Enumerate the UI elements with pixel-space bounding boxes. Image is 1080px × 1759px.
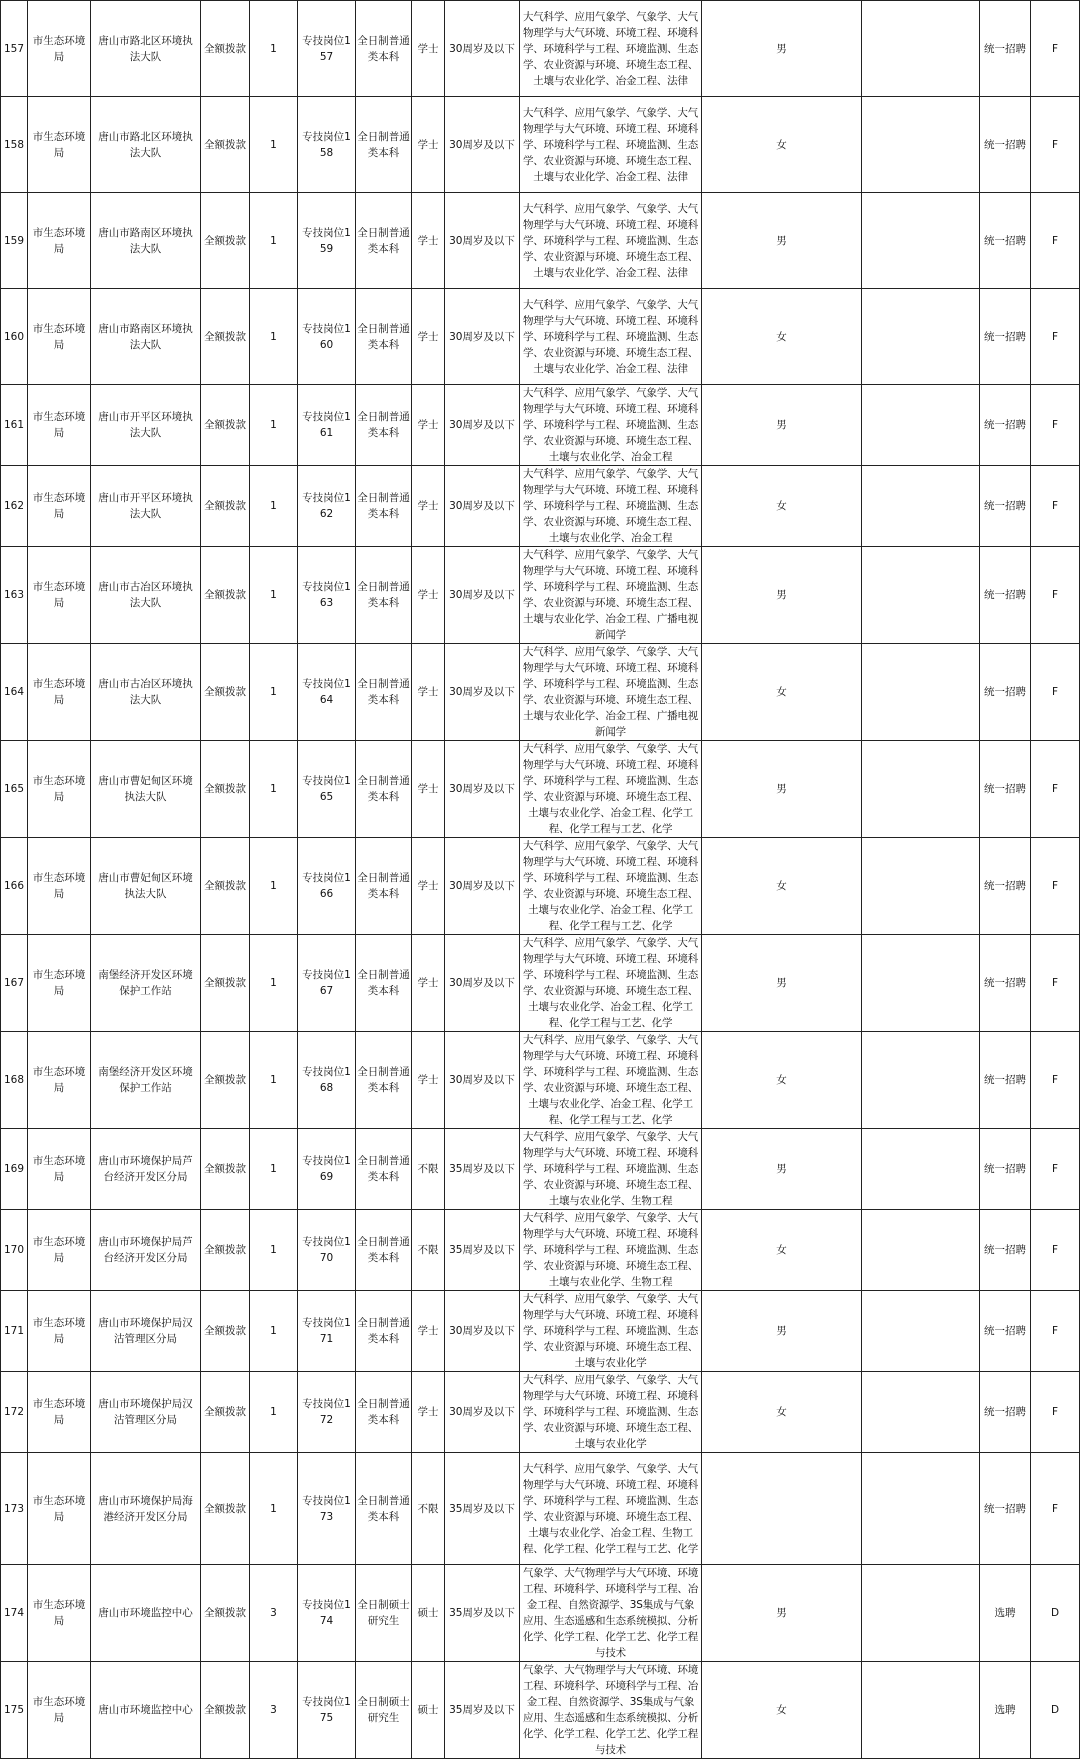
gender-requirement-cell: 男 [702,1291,862,1372]
unit-name-cell: 唐山市曹妃甸区环境执法大队 [91,741,201,838]
age-requirement-cell: 35周岁及以下 [445,1129,520,1210]
degree-requirement-cell: 学士 [412,466,445,547]
other-requirement-cell [862,644,980,741]
hire-count-cell: 1 [250,1372,298,1453]
hire-count-cell: 1 [250,1129,298,1210]
department-name-cell: 市生态环境局 [28,741,91,838]
post-category-cell: F [1031,838,1080,935]
post-category-cell: F [1031,935,1080,1032]
major-requirement-cell: 气象学、大气物理学与大气环境、环境工程、环境科学、环境科学与工程、冶金工程、自然资源学、3S集成与气象应用、生态遥感和生态系统模拟、分析化学、化学工程、化学工艺、化学工程与技术 [520,1662,702,1759]
row-number-cell: 173 [1,1453,28,1565]
education-requirement-cell: 全日制普通类本科 [356,935,412,1032]
table-row [1,1210,1080,1291]
education-requirement-cell: 全日制硕士研究生 [356,1565,412,1662]
table-row [1,838,1080,935]
unit-name-cell: 唐山市开平区环境执法大队 [91,466,201,547]
education-requirement-cell: 全日制普通类本科 [356,193,412,289]
funding-type-cell: 全额拨款 [201,644,250,741]
gender-requirement-cell: 男 [702,1,862,97]
department-name-cell: 市生态环境局 [28,385,91,466]
other-requirement-cell [862,1372,980,1453]
gender-requirement-cell: 男 [702,193,862,289]
other-requirement-cell [862,1210,980,1291]
unit-name-cell: 唐山市路南区环境执法大队 [91,193,201,289]
post-category-cell: F [1031,193,1080,289]
unit-name-cell: 唐山市环境保护局汉沽管理区分局 [91,1372,201,1453]
post-name-cell: 专技岗位164 [298,644,356,741]
age-requirement-cell: 30周岁及以下 [445,289,520,385]
row-number-cell: 162 [1,466,28,547]
post-name-cell: 专技岗位166 [298,838,356,935]
hire-count-cell: 1 [250,289,298,385]
table-row [1,466,1080,547]
gender-requirement-cell [702,1453,862,1565]
major-requirement-cell: 大气科学、应用气象学、气象学、大气物理学与大气环境、环境工程、环境科学、环境科学与工程、环境监测、生态学、农业资源与环境、环境生态工程、土壤与农业化学、生物工程 [520,1129,702,1210]
post-name-cell: 专技岗位173 [298,1453,356,1565]
other-requirement-cell [862,935,980,1032]
degree-requirement-cell: 学士 [412,741,445,838]
department-name-cell: 市生态环境局 [28,935,91,1032]
funding-type-cell: 全额拨款 [201,1,250,97]
department-name-cell: 市生态环境局 [28,289,91,385]
department-name-cell: 市生态环境局 [28,193,91,289]
degree-requirement-cell: 学士 [412,644,445,741]
funding-type-cell: 全额拨款 [201,1210,250,1291]
funding-type-cell: 全额拨款 [201,1453,250,1565]
age-requirement-cell: 30周岁及以下 [445,466,520,547]
education-requirement-cell: 全日制普通类本科 [356,289,412,385]
gender-requirement-cell: 女 [702,1210,862,1291]
post-name-cell: 专技岗位168 [298,1032,356,1129]
age-requirement-cell: 35周岁及以下 [445,1565,520,1662]
funding-type-cell: 全额拨款 [201,741,250,838]
other-requirement-cell [862,547,980,644]
degree-requirement-cell: 硕士 [412,1565,445,1662]
recruitment-method-cell: 统一招聘 [980,1453,1031,1565]
gender-requirement-cell: 男 [702,935,862,1032]
unit-name-cell: 唐山市古冶区环境执法大队 [91,547,201,644]
department-name-cell: 市生态环境局 [28,1032,91,1129]
unit-name-cell: 唐山市曹妃甸区环境执法大队 [91,838,201,935]
row-number-cell: 160 [1,289,28,385]
funding-type-cell: 全额拨款 [201,1372,250,1453]
degree-requirement-cell: 学士 [412,289,445,385]
funding-type-cell: 全额拨款 [201,1565,250,1662]
hire-count-cell: 1 [250,385,298,466]
major-requirement-cell: 大气科学、应用气象学、气象学、大气物理学与大气环境、环境工程、环境科学、环境科学与工程、环境监测、生态学、农业资源与环境、环境生态工程、土壤与农业化学、冶金工程、法律 [520,289,702,385]
post-name-cell: 专技岗位162 [298,466,356,547]
degree-requirement-cell: 学士 [412,935,445,1032]
table-row [1,1032,1080,1129]
other-requirement-cell [862,1291,980,1372]
major-requirement-cell: 大气科学、应用气象学、气象学、大气物理学与大气环境、环境工程、环境科学、环境科学与工程、环境监测、生态学、农业资源与环境、环境生态工程、土壤与农业化学、冶金工程、化学工程、化学工程与工艺、化学 [520,1032,702,1129]
age-requirement-cell: 30周岁及以下 [445,1032,520,1129]
post-category-cell: F [1031,644,1080,741]
post-category-cell: F [1031,97,1080,193]
post-category-cell: F [1031,547,1080,644]
table-row [1,1129,1080,1210]
post-category-cell: F [1031,1372,1080,1453]
other-requirement-cell [862,1032,980,1129]
funding-type-cell: 全额拨款 [201,547,250,644]
hire-count-cell: 3 [250,1662,298,1759]
gender-requirement-cell: 男 [702,741,862,838]
recruitment-method-cell: 统一招聘 [980,289,1031,385]
major-requirement-cell: 大气科学、应用气象学、气象学、大气物理学与大气环境、环境工程、环境科学、环境科学与工程、环境监测、生态学、农业资源与环境、环境生态工程、土壤与农业化学、冶金工程、法律 [520,97,702,193]
post-category-cell: D [1031,1662,1080,1759]
funding-type-cell: 全额拨款 [201,385,250,466]
recruitment-method-cell: 统一招聘 [980,741,1031,838]
post-category-cell: F [1031,1,1080,97]
age-requirement-cell: 30周岁及以下 [445,1372,520,1453]
other-requirement-cell [862,1565,980,1662]
hire-count-cell: 1 [250,1453,298,1565]
education-requirement-cell: 全日制普通类本科 [356,1372,412,1453]
education-requirement-cell: 全日制普通类本科 [356,1453,412,1565]
major-requirement-cell: 大气科学、应用气象学、气象学、大气物理学与大气环境、环境工程、环境科学、环境科学与工程、环境监测、生态学、农业资源与环境、环境生态工程、土壤与农业化学、生物工程 [520,1210,702,1291]
department-name-cell: 市生态环境局 [28,1210,91,1291]
row-number-cell: 171 [1,1291,28,1372]
education-requirement-cell: 全日制普通类本科 [356,1210,412,1291]
table-row [1,741,1080,838]
education-requirement-cell: 全日制普通类本科 [356,466,412,547]
department-name-cell: 市生态环境局 [28,97,91,193]
funding-type-cell: 全额拨款 [201,466,250,547]
recruitment-method-cell: 统一招聘 [980,1,1031,97]
hire-count-cell: 1 [250,741,298,838]
row-number-cell: 166 [1,838,28,935]
recruitment-method-cell: 统一招聘 [980,935,1031,1032]
other-requirement-cell [862,741,980,838]
gender-requirement-cell: 男 [702,1565,862,1662]
major-requirement-cell: 大气科学、应用气象学、气象学、大气物理学与大气环境、环境工程、环境科学、环境科学与工程、环境监测、生态学、农业资源与环境、环境生态工程、土壤与农业化学、冶金工程、法律 [520,193,702,289]
post-name-cell: 专技岗位159 [298,193,356,289]
age-requirement-cell: 30周岁及以下 [445,97,520,193]
row-number-cell: 158 [1,97,28,193]
hire-count-cell: 1 [250,644,298,741]
post-name-cell: 专技岗位175 [298,1662,356,1759]
hire-count-cell: 3 [250,1565,298,1662]
major-requirement-cell: 大气科学、应用气象学、气象学、大气物理学与大气环境、环境工程、环境科学、环境科学与工程、环境监测、生态学、农业资源与环境、环境生态工程、土壤与农业化学、冶金工程、广播电视新闻学 [520,547,702,644]
other-requirement-cell [862,1129,980,1210]
gender-requirement-cell: 女 [702,1662,862,1759]
gender-requirement-cell: 女 [702,466,862,547]
major-requirement-cell: 大气科学、应用气象学、气象学、大气物理学与大气环境、环境工程、环境科学、环境科学与工程、环境监测、生态学、农业资源与环境、环境生态工程、土壤与农业化学、冶金工程、化学工程、化学工程与工艺、化学 [520,935,702,1032]
recruitment-method-cell: 统一招聘 [980,1291,1031,1372]
recruitment-method-cell: 统一招聘 [980,385,1031,466]
unit-name-cell: 唐山市环境保护局汉沽管理区分局 [91,1291,201,1372]
gender-requirement-cell: 女 [702,838,862,935]
post-name-cell: 专技岗位160 [298,289,356,385]
hire-count-cell: 1 [250,97,298,193]
unit-name-cell: 南堡经济开发区环境保护工作站 [91,1032,201,1129]
post-category-cell: F [1031,1032,1080,1129]
major-requirement-cell: 大气科学、应用气象学、气象学、大气物理学与大气环境、环境工程、环境科学、环境科学与工程、环境监测、生态学、农业资源与环境、环境生态工程、土壤与农业化学、冶金工程、化学工程、化学工程与工艺、化学 [520,838,702,935]
table-row [1,547,1080,644]
funding-type-cell: 全额拨款 [201,97,250,193]
age-requirement-cell: 30周岁及以下 [445,838,520,935]
post-category-cell: F [1031,1453,1080,1565]
recruitment-method-cell: 选聘 [980,1565,1031,1662]
funding-type-cell: 全额拨款 [201,289,250,385]
post-name-cell: 专技岗位157 [298,1,356,97]
degree-requirement-cell: 学士 [412,838,445,935]
gender-requirement-cell: 女 [702,644,862,741]
department-name-cell: 市生态环境局 [28,1129,91,1210]
education-requirement-cell: 全日制普通类本科 [356,1291,412,1372]
recruitment-method-cell: 统一招聘 [980,644,1031,741]
post-category-cell: F [1031,289,1080,385]
gender-requirement-cell: 女 [702,1372,862,1453]
gender-requirement-cell: 男 [702,547,862,644]
education-requirement-cell: 全日制普通类本科 [356,1,412,97]
hire-count-cell: 1 [250,935,298,1032]
table-row [1,1565,1080,1662]
hire-count-cell: 1 [250,547,298,644]
age-requirement-cell: 30周岁及以下 [445,547,520,644]
hire-count-cell: 1 [250,193,298,289]
recruitment-method-cell: 统一招聘 [980,838,1031,935]
funding-type-cell: 全额拨款 [201,1291,250,1372]
education-requirement-cell: 全日制普通类本科 [356,547,412,644]
major-requirement-cell: 气象学、大气物理学与大气环境、环境工程、环境科学、环境科学与工程、冶金工程、自然资源学、3S集成与气象应用、生态遥感和生态系统模拟、分析化学、化学工程、化学工艺、化学工程与技术 [520,1565,702,1662]
row-number-cell: 175 [1,1662,28,1759]
table-row [1,385,1080,466]
recruitment-method-cell: 统一招聘 [980,547,1031,644]
unit-name-cell: 唐山市环境保护局芦台经济开发区分局 [91,1210,201,1291]
hire-count-cell: 1 [250,466,298,547]
department-name-cell: 市生态环境局 [28,1662,91,1759]
post-name-cell: 专技岗位174 [298,1565,356,1662]
post-category-cell: F [1031,466,1080,547]
unit-name-cell: 唐山市古冶区环境执法大队 [91,644,201,741]
post-name-cell: 专技岗位171 [298,1291,356,1372]
row-number-cell: 172 [1,1372,28,1453]
degree-requirement-cell: 学士 [412,1032,445,1129]
unit-name-cell: 南堡经济开发区环境保护工作站 [91,935,201,1032]
gender-requirement-cell: 男 [702,1129,862,1210]
gender-requirement-cell: 男 [702,385,862,466]
row-number-cell: 161 [1,385,28,466]
major-requirement-cell: 大气科学、应用气象学、气象学、大气物理学与大气环境、环境工程、环境科学、环境科学与工程、环境监测、生态学、农业资源与环境、环境生态工程、土壤与农业化学、冶金工程、法律 [520,1,702,97]
unit-name-cell: 唐山市环境保护局芦台经济开发区分局 [91,1129,201,1210]
hire-count-cell: 1 [250,838,298,935]
education-requirement-cell: 全日制硕士研究生 [356,1662,412,1759]
other-requirement-cell [862,97,980,193]
education-requirement-cell: 全日制普通类本科 [356,644,412,741]
age-requirement-cell: 35周岁及以下 [445,1453,520,1565]
row-number-cell: 170 [1,1210,28,1291]
education-requirement-cell: 全日制普通类本科 [356,838,412,935]
unit-name-cell: 唐山市环境监控中心 [91,1662,201,1759]
degree-requirement-cell: 不限 [412,1129,445,1210]
post-category-cell: F [1031,741,1080,838]
age-requirement-cell: 30周岁及以下 [445,644,520,741]
table-row [1,1453,1080,1565]
post-name-cell: 专技岗位163 [298,547,356,644]
major-requirement-cell: 大气科学、应用气象学、气象学、大气物理学与大气环境、环境工程、环境科学、环境科学与工程、环境监测、生态学、农业资源与环境、环境生态工程、土壤与农业化学 [520,1291,702,1372]
recruitment-method-cell: 统一招聘 [980,1210,1031,1291]
age-requirement-cell: 30周岁及以下 [445,385,520,466]
table-row [1,193,1080,289]
education-requirement-cell: 全日制普通类本科 [356,385,412,466]
age-requirement-cell: 35周岁及以下 [445,1662,520,1759]
unit-name-cell: 唐山市路北区环境执法大队 [91,97,201,193]
row-number-cell: 164 [1,644,28,741]
unit-name-cell: 唐山市环境保护局海港经济开发区分局 [91,1453,201,1565]
table-row [1,1372,1080,1453]
unit-name-cell: 唐山市开平区环境执法大队 [91,385,201,466]
funding-type-cell: 全额拨款 [201,1032,250,1129]
table-row [1,1,1080,97]
gender-requirement-cell: 女 [702,289,862,385]
degree-requirement-cell: 学士 [412,1372,445,1453]
table-row [1,289,1080,385]
post-name-cell: 专技岗位172 [298,1372,356,1453]
other-requirement-cell [862,466,980,547]
degree-requirement-cell: 学士 [412,1291,445,1372]
post-name-cell: 专技岗位169 [298,1129,356,1210]
department-name-cell: 市生态环境局 [28,1565,91,1662]
post-name-cell: 专技岗位158 [298,97,356,193]
age-requirement-cell: 30周岁及以下 [445,193,520,289]
post-name-cell: 专技岗位170 [298,1210,356,1291]
post-category-cell: D [1031,1565,1080,1662]
other-requirement-cell [862,1,980,97]
age-requirement-cell: 30周岁及以下 [445,1,520,97]
recruitment-method-cell: 统一招聘 [980,1032,1031,1129]
recruitment-method-cell: 统一招聘 [980,97,1031,193]
funding-type-cell: 全额拨款 [201,193,250,289]
department-name-cell: 市生态环境局 [28,1,91,97]
row-number-cell: 168 [1,1032,28,1129]
funding-type-cell: 全额拨款 [201,838,250,935]
age-requirement-cell: 35周岁及以下 [445,1210,520,1291]
hire-count-cell: 1 [250,1,298,97]
hire-count-cell: 1 [250,1032,298,1129]
department-name-cell: 市生态环境局 [28,1372,91,1453]
department-name-cell: 市生态环境局 [28,838,91,935]
major-requirement-cell: 大气科学、应用气象学、气象学、大气物理学与大气环境、环境工程、环境科学、环境科学与工程、环境监测、生态学、农业资源与环境、环境生态工程、土壤与农业化学、冶金工程、广播电视新闻学 [520,644,702,741]
gender-requirement-cell: 女 [702,1032,862,1129]
other-requirement-cell [862,838,980,935]
recruitment-method-cell: 选聘 [980,1662,1031,1759]
degree-requirement-cell: 学士 [412,547,445,644]
recruitment-method-cell: 统一招聘 [980,1372,1031,1453]
post-category-cell: F [1031,1291,1080,1372]
unit-name-cell: 唐山市路南区环境执法大队 [91,289,201,385]
education-requirement-cell: 全日制普通类本科 [356,741,412,838]
row-number-cell: 174 [1,1565,28,1662]
table-row [1,97,1080,193]
degree-requirement-cell: 不限 [412,1210,445,1291]
funding-type-cell: 全额拨款 [201,1129,250,1210]
row-number-cell: 167 [1,935,28,1032]
other-requirement-cell [862,385,980,466]
post-name-cell: 专技岗位167 [298,935,356,1032]
other-requirement-cell [862,193,980,289]
row-number-cell: 169 [1,1129,28,1210]
hire-count-cell: 1 [250,1210,298,1291]
row-number-cell: 159 [1,193,28,289]
row-number-cell: 157 [1,1,28,97]
row-number-cell: 165 [1,741,28,838]
age-requirement-cell: 30周岁及以下 [445,935,520,1032]
post-category-cell: F [1031,1210,1080,1291]
major-requirement-cell: 大气科学、应用气象学、气象学、大气物理学与大气环境、环境工程、环境科学、环境科学与工程、环境监测、生态学、农业资源与环境、环境生态工程、土壤与农业化学、冶金工程 [520,466,702,547]
unit-name-cell: 唐山市路北区环境执法大队 [91,1,201,97]
recruitment-method-cell: 统一招聘 [980,1129,1031,1210]
degree-requirement-cell: 不限 [412,1453,445,1565]
unit-name-cell: 唐山市环境监控中心 [91,1565,201,1662]
other-requirement-cell [862,289,980,385]
other-requirement-cell [862,1453,980,1565]
department-name-cell: 市生态环境局 [28,466,91,547]
degree-requirement-cell: 学士 [412,193,445,289]
gender-requirement-cell: 女 [702,97,862,193]
major-requirement-cell: 大气科学、应用气象学、气象学、大气物理学与大气环境、环境工程、环境科学、环境科学与工程、环境监测、生态学、农业资源与环境、环境生态工程、土壤与农业化学 [520,1372,702,1453]
age-requirement-cell: 30周岁及以下 [445,741,520,838]
education-requirement-cell: 全日制普通类本科 [356,1032,412,1129]
age-requirement-cell: 30周岁及以下 [445,1291,520,1372]
post-name-cell: 专技岗位165 [298,741,356,838]
hire-count-cell: 1 [250,1291,298,1372]
table-row [1,644,1080,741]
post-category-cell: F [1031,385,1080,466]
education-requirement-cell: 全日制普通类本科 [356,1129,412,1210]
table-row [1,935,1080,1032]
degree-requirement-cell: 学士 [412,385,445,466]
post-name-cell: 专技岗位161 [298,385,356,466]
recruitment-method-cell: 统一招聘 [980,193,1031,289]
degree-requirement-cell: 学士 [412,97,445,193]
department-name-cell: 市生态环境局 [28,547,91,644]
recruitment-method-cell: 统一招聘 [980,466,1031,547]
post-category-cell: F [1031,1129,1080,1210]
degree-requirement-cell: 学士 [412,1,445,97]
department-name-cell: 市生态环境局 [28,644,91,741]
degree-requirement-cell: 硕士 [412,1662,445,1759]
department-name-cell: 市生态环境局 [28,1453,91,1565]
major-requirement-cell: 大气科学、应用气象学、气象学、大气物理学与大气环境、环境工程、环境科学、环境科学与工程、环境监测、生态学、农业资源与环境、环境生态工程、土壤与农业化学、冶金工程、化学工程、化学工程与工艺、化学 [520,741,702,838]
major-requirement-cell: 大气科学、应用气象学、气象学、大气物理学与大气环境、环境工程、环境科学、环境科学与工程、环境监测、生态学、农业资源与环境、环境生态工程、土壤与农业化学、冶金工程、生物工程、化学工程、化学工程与工艺、化学 [520,1453,702,1565]
table-row [1,1291,1080,1372]
row-number-cell: 163 [1,547,28,644]
table-body [1,1,1080,1759]
funding-type-cell: 全额拨款 [201,935,250,1032]
major-requirement-cell: 大气科学、应用气象学、气象学、大气物理学与大气环境、环境工程、环境科学、环境科学与工程、环境监测、生态学、农业资源与环境、环境生态工程、土壤与农业化学、冶金工程 [520,385,702,466]
department-name-cell: 市生态环境局 [28,1291,91,1372]
education-requirement-cell: 全日制普通类本科 [356,97,412,193]
funding-type-cell: 全额拨款 [201,1662,250,1759]
